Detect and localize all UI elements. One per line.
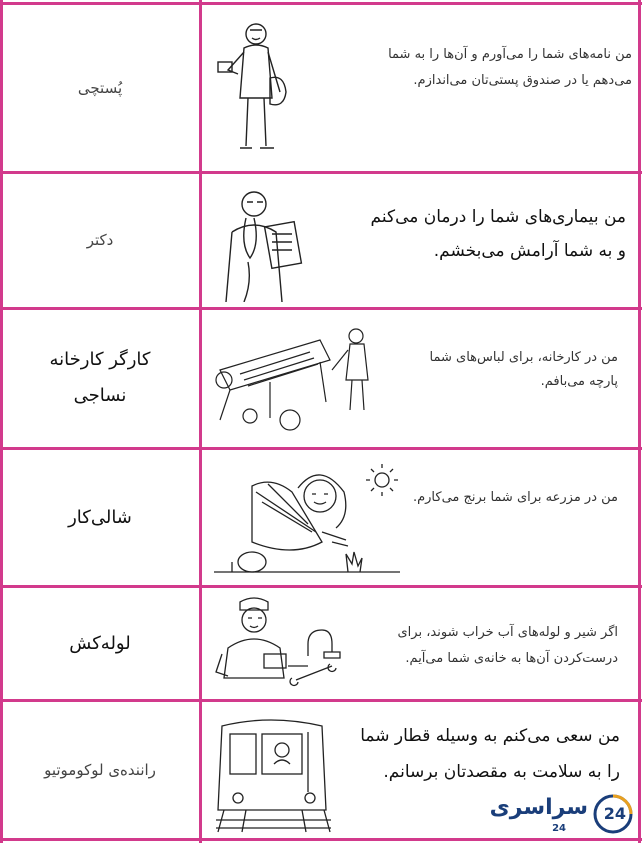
job-description: من سعی می‌کنم به وسیله قطار شما را به سلامت به مقصدتان برسانم. (360, 726, 620, 782)
watermark-text: سراسری (489, 795, 588, 820)
job-description: من در مزرعه برای شما برنج می‌کارم. (412, 490, 618, 505)
job-title: لوله‌کش (69, 632, 131, 654)
doctor-icon (218, 182, 308, 302)
table-border (638, 0, 641, 843)
job-description-cell (200, 4, 640, 172)
job-title: دکتر (86, 231, 114, 249)
job-description: من در کارخانه، برای لباس‌های شما پارچه می‌بافم. (429, 350, 618, 389)
table-row (0, 448, 642, 586)
job-description-cell (200, 586, 640, 700)
job-description-cell (200, 308, 640, 448)
job-title: پُستچی (77, 79, 123, 97)
job-description: من نامه‌های شما را می‌آورم و آن‌ها را به شما می‌دهم یا در صندوق پستی‌تان می‌اندازم. (388, 47, 632, 88)
watermark-badge: 24 (603, 804, 626, 823)
job-title: کارگر کارخانه نساجی (49, 349, 151, 406)
plumber-icon (212, 592, 362, 692)
job-description: اگر شیر و لوله‌های آب خراب شوند، برای درست‌کردن آن‌ها به خانه‌ی شما می‌آیم. (397, 625, 618, 666)
postman-icon (214, 16, 294, 166)
job-description: من بیماری‌های شما را درمان می‌کنم و به شما آرامش می‌بخشم. (370, 207, 626, 261)
table-row (0, 586, 642, 700)
train-driver-icon (216, 718, 331, 834)
table-border (0, 838, 642, 841)
table-border (0, 447, 642, 450)
job-description-cell (200, 448, 640, 586)
table-border (0, 171, 642, 174)
table-row (0, 4, 642, 172)
table-border (0, 0, 3, 843)
table-row (0, 172, 642, 308)
rice-farmer-icon (212, 462, 402, 582)
job-title: شالی‌کار (68, 506, 132, 528)
table-row (0, 308, 642, 448)
table-border (0, 2, 642, 5)
table-border (0, 307, 642, 310)
watermark-logo (489, 793, 638, 837)
job-title: راننده‌ی لوکوموتیو (44, 761, 156, 779)
table-border (0, 585, 642, 588)
textile-worker-icon (210, 320, 380, 438)
table-border (0, 699, 642, 702)
table-border (199, 0, 202, 843)
watermark-number: 24 (552, 823, 566, 834)
job-description-cell (200, 172, 640, 308)
